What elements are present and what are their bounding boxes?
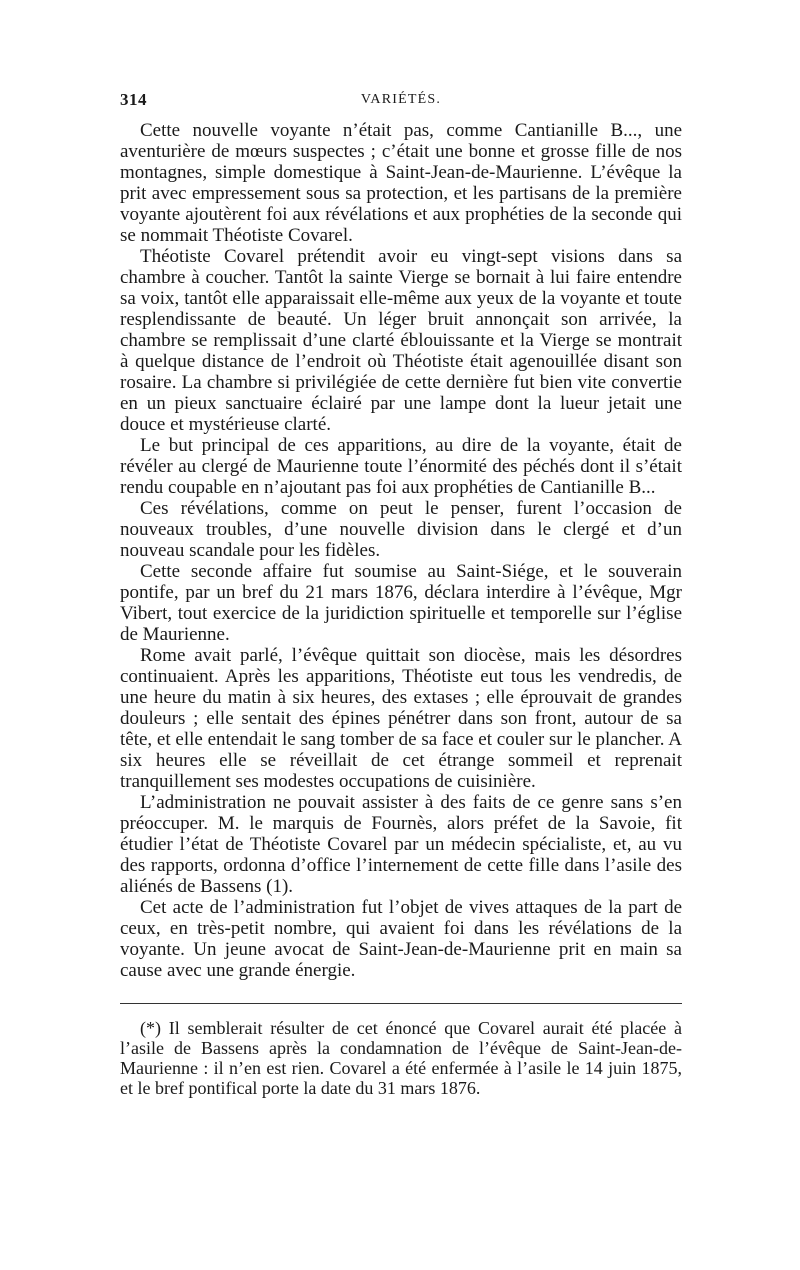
paragraph-4: Ces révélations, comme on peut le penser, furent l’occasion de nouveaux troubles, d’une nouvelle division dans le clergé et d’un nouveau scandale pour les fidèles. [120,498,682,561]
paragraph-8: Cet acte de l’administration fut l’objet de vives attaques de la part de ceux, en très-petit nombre, qui avaient foi dans les révélations de la voyante. Un jeune avocat de Saint-Jean-de-Maurienne prit en main sa cause avec une grande énergie. [120,897,682,981]
running-title: VARIÉTÉS. [360,92,442,107]
paragraph-1: Cette nouvelle voyante n’était pas, comme Cantianille B..., une aventurière de mœurs suspectes ; c’était une bonne et grosse fille de nos montagnes, simple domestique à Saint-Jean-de-Maurienne. L’évêque la prit avec empressement sous sa protection, et les partisans de la première voyante ajoutèrent foi aux révélations et aux prophéties de la seconde qui se nommait Théotiste Covarel. [120,120,682,246]
body-text [120,120,682,981]
paragraph-7: L’administration ne pouvait assister à des faits de ce genre sans s’en préoccuper. M. le marquis de Fournès, alors préfet de la Savoie, fit étudier l’état de Théotiste Covarel par un médecin spécialiste, et, au vu des rapports, ordonna d’office l’internement de cette fille dans l’asile des aliénés de Bassens (1). [120,792,682,897]
footnote: (*) Il semblerait résulter de cet énoncé que Covarel aurait été placée à l’asile de Bassens après la condamnation de l’évêque de Saint-Jean-de-Maurienne : il n’en est rien. Covarel a été enfermée à l’asile le 14 juin 1875, et le bref pontifical porte la date du 31 mars 1876. [120,1018,682,1098]
paragraph-6: Rome avait parlé, l’évêque quittait son diocèse, mais les désordres continuaient. Après les apparitions, Théotiste eut tous les vendredis, de une heure du matin à six heures, des extases ; elle éprouvait de grandes douleurs ; elle sentait des épines pénétrer dans son front, autour de sa tête, et elle entendait le sang tomber de sa face et couler sur le plancher. A six heures elle se réveillait de cet étrange sommeil et reprenait tranquillement ses modestes occupations de cuisinière. [120,645,682,792]
footnote-divider [120,1003,682,1004]
paragraph-5: Cette seconde affaire fut soumise au Saint-Siége, et le souverain pontife, par un bref du 21 mars 1876, déclara interdire à l’évêque, Mgr Vibert, tout exercice de la juridiction spirituelle et temporelle sur l’église de Maurienne. [120,561,682,645]
page-header [120,90,682,120]
page-number: 314 [120,90,147,109]
paragraph-2: Théotiste Covarel prétendit avoir eu vingt-sept visions dans sa chambre à coucher. Tantôt la sainte Vierge se bornait à lui faire entendre sa voix, tantôt elle apparaissait elle-même aux yeux de la voyante et toute resplendissante de beauté. Un léger bruit annonçait son arrivée, la chambre se remplissait d’une clarté éblouissante et la Vierge se montrait à quelque distance de l’endroit où Théotiste était agenouillée disant son rosaire. La chambre si privilégiée de cette dernière fut bien vite convertie en un pieux sanctuaire éclairé par une lampe dont la lueur jetait une douce et mystérieuse clarté. [120,246,682,435]
paragraph-3: Le but principal de ces apparitions, au dire de la voyante, était de révéler au clergé de Maurienne toute l’énormité des péchés dont il s’était rendu coupable en n’ajoutant pas foi aux prophéties de Cantianille B... [120,435,682,498]
book-page [120,90,682,1098]
